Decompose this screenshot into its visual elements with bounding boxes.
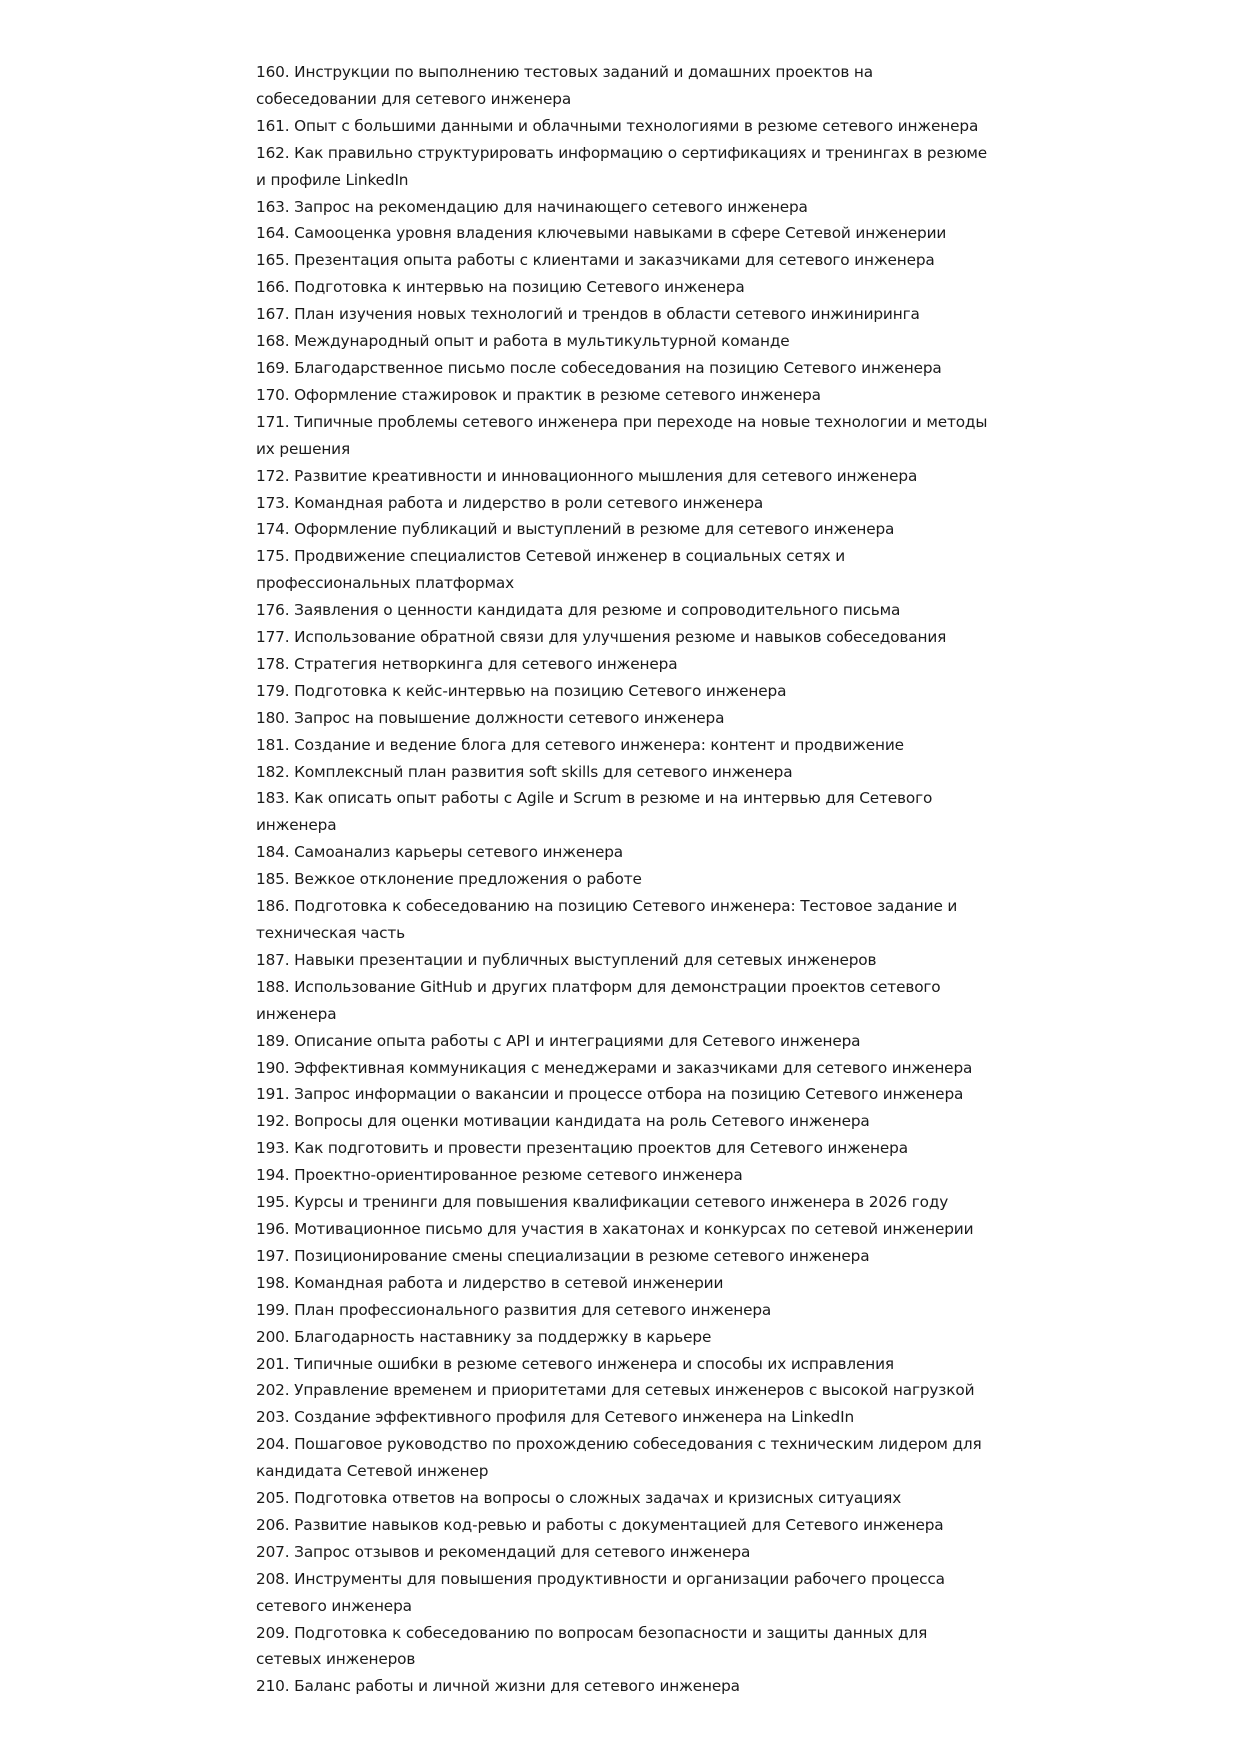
list-item: 168. Международный опыт и работа в мультикультурной команде — [256, 332, 790, 351]
list-item: 199. План профессионального развития для сетевого инженера — [256, 1300, 772, 1319]
list-item: 176. Заявления о ценности кандидата для резюме и сопроводительного письма — [256, 601, 901, 620]
list-item: 203. Создание эффективного профиля для Сетевого инженера на LinkedIn — [256, 1408, 854, 1427]
list-item: 192. Вопросы для оценки мотивации кандидата на роль Сетевого инженера — [256, 1112, 870, 1131]
list-item: 193. Как подготовить и провести презентацию проектов для Сетевого инженера — [256, 1139, 908, 1158]
list-item: 195. Курсы и тренинги для повышения квалификации сетевого инженера в 2026 году — [256, 1193, 949, 1212]
list-item: 207. Запрос отзывов и рекомендаций для сетевого инженера — [256, 1542, 751, 1561]
list-item: 166. Подготовка к интервью на позицию Сетевого инженера — [256, 278, 745, 297]
list-item: 209. Подготовка к собеседованию по вопросам безопасности и защиты данных для сетевых инженеров — [256, 1623, 928, 1669]
list-item: 185. Вежкое отклонение предложения о работе — [256, 870, 642, 889]
list-item: 208. Инструменты для повышения продуктивности и организации рабочего процесса сетевого инженера — [256, 1569, 945, 1615]
list-item: 191. Запрос информации о вакансии и процессе отбора на позицию Сетевого инженера — [256, 1085, 964, 1104]
list-item: 182. Комплексный план развития soft skills для сетевого инженера — [256, 762, 793, 781]
list-item: 161. Опыт с большими данными и облачными технологиями в резюме сетевого инженера — [256, 116, 979, 135]
topic-list — [256, 59, 996, 1700]
list-item: 198. Командная работа и лидерство в сетевой инженерии — [256, 1273, 724, 1292]
list-item: 210. Баланс работы и личной жизни для сетевого инженера — [256, 1677, 740, 1696]
list-item: 188. Использование GitHub и других платформ для демонстрации проектов сетевого инженера — [256, 977, 941, 1023]
list-item: 171. Типичные проблемы сетевого инженера при переходе на новые технологии и методы их решения — [256, 412, 988, 458]
list-item: 170. Оформление стажировок и практик в резюме сетевого инженера — [256, 385, 821, 404]
list-item: 173. Командная работа и лидерство в роли сетевого инженера — [256, 493, 764, 512]
list-item: 183. Как описать опыт работы с Agile и Scrum в резюме и на интервью для Сетевого инженера — [256, 789, 933, 835]
list-item: 180. Запрос на повышение должности сетевого инженера — [256, 708, 725, 727]
list-item: 164. Самооценка уровня владения ключевыми навыками в сфере Сетевой инженерии — [256, 224, 947, 243]
list-item: 186. Подготовка к собеседованию на позицию Сетевого инженера: Тестовое задание и техническая часть — [256, 897, 958, 942]
list-item: 174. Оформление публикаций и выступлений в резюме для сетевого инженера — [256, 520, 895, 539]
list-item: 175. Продвижение специалистов Сетевой инженер в социальных сетях и профессиональных платформах — [256, 547, 846, 593]
list-item: 194. Проектно-ориентированное резюме сетевого инженера — [256, 1166, 743, 1185]
list-item: 197. Позиционирование смены специализации в резюме сетевого инженера — [256, 1246, 870, 1265]
list-item: 204. Пошаговое руководство по прохождению собеседования с техническим лидером для кандидата Сетевой инженер — [256, 1435, 982, 1481]
list-item: 165. Презентация опыта работы с клиентами и заказчиками для сетевого инженера — [256, 251, 935, 270]
list-item: 169. Благодарственное письмо после собеседования на позицию Сетевого инженера — [256, 358, 942, 377]
list-item: 163. Запрос на рекомендацию для начинающего сетевого инженера — [256, 197, 808, 216]
list-item: 184. Самоанализ карьеры сетевого инженера — [256, 843, 623, 862]
list-item: 167. План изучения новых технологий и трендов в области сетевого инжиниринга — [256, 305, 920, 324]
list-item: 205. Подготовка ответов на вопросы о сложных задачах и кризисных ситуациях — [256, 1489, 902, 1508]
list-item: 160. Инструкции по выполнению тестовых заданий и домашних проектов на собеседовании для сетевого инженера — [256, 63, 874, 108]
list-item: 179. Подготовка к кейс-интервью на позицию Сетевого инженера — [256, 681, 787, 700]
list-item: 189. Описание опыта работы с API и интеграциями для Сетевого инженера — [256, 1031, 861, 1050]
list-item: 200. Благодарность наставнику за поддержку в карьере — [256, 1327, 712, 1346]
list-item: 178. Стратегия нетворкинга для сетевого инженера — [256, 654, 678, 673]
list-item: 181. Создание и ведение блога для сетевого инженера: контент и продвижение — [256, 735, 904, 754]
list-item: 202. Управление временем и приоритетами для сетевых инженеров с высокой нагрузкой — [256, 1381, 975, 1400]
list-item: 196. Мотивационное письмо для участия в хакатонах и конкурсах по сетевой инженерии — [256, 1219, 974, 1238]
list-item: 190. Эффективная коммуникация с менеджерами и заказчиками для сетевого инженера — [256, 1058, 973, 1077]
list-item: 187. Навыки презентации и публичных выступлений для сетевых инженеров — [256, 950, 877, 969]
list-item: 162. Как правильно структурировать информацию о сертификациях и тренингах в резюме и профиле LinkedIn — [256, 143, 988, 189]
list-item: 172. Развитие креативности и инновационного мышления для сетевого инженера — [256, 466, 918, 485]
list-item: 206. Развитие навыков код-ревью и работы с документацией для Сетевого инженера — [256, 1515, 944, 1534]
list-item: 201. Типичные ошибки в резюме сетевого инженера и способы их исправления — [256, 1354, 894, 1373]
list-item: 177. Использование обратной связи для улучшения резюме и навыков собеседования — [256, 628, 947, 647]
